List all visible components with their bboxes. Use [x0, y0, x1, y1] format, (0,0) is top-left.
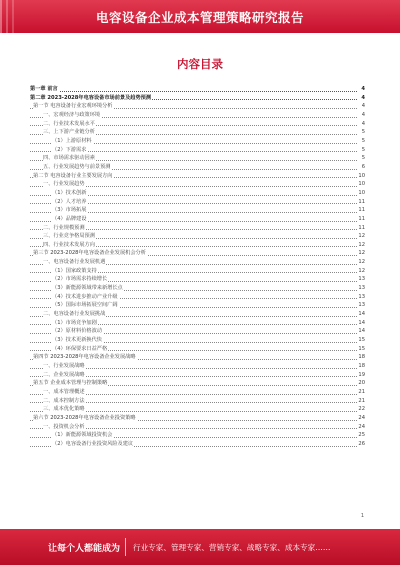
toc-entry-text: 第四节 2023-2028年电容设备企业发展战略 — [33, 354, 136, 361]
toc-entry-page: 22 — [358, 406, 365, 413]
footer-divider — [125, 538, 126, 556]
toc-entry-text: （4）环保要求日益严格 — [52, 345, 108, 352]
toc-entry-text: 第六节 2023-2028年电容设备企业投资策略 — [33, 414, 136, 421]
toc-entry-text: 二、行业技术发展水平 — [43, 120, 95, 127]
toc-entry-text: 第二章 2023-2028年电容设备市场前景及趋势预测 — [30, 94, 152, 101]
toc-entry[interactable] — [30, 371, 365, 380]
toc-entry-page: 5 — [361, 137, 365, 144]
toc-entry[interactable] — [30, 94, 365, 103]
toc-entry-page: 4 — [361, 111, 365, 118]
toc-entry-page: 19 — [358, 371, 365, 378]
toc-entry-page: 6 — [361, 163, 365, 170]
toc-entry-page: 14 — [358, 328, 365, 335]
toc-entry[interactable] — [30, 319, 365, 328]
toc-entry-page: 11 — [358, 207, 365, 214]
toc-entry[interactable] — [30, 163, 365, 172]
toc-entry[interactable] — [30, 189, 365, 198]
toc-entry[interactable] — [30, 102, 365, 111]
toc-entry-page: 24 — [358, 414, 365, 421]
toc-entry[interactable] — [30, 379, 365, 388]
footer-services: 行业专家、管理专家、营销专家、战略专家、成本专家…… — [133, 543, 331, 552]
toc-entry-page: 15 — [358, 337, 365, 344]
toc-entry-page: 5 — [361, 129, 365, 136]
toc-entry-text: 一、宏观经济与政策环境 — [43, 111, 101, 118]
toc-entry[interactable] — [30, 284, 365, 293]
toc-entry[interactable] — [30, 345, 365, 354]
toc-entry-text: （2）电容设备行业投资风险及建议 — [52, 440, 134, 447]
toc-entry-page: 14 — [358, 319, 365, 326]
footer-banner — [0, 529, 400, 565]
toc-entry[interactable] — [30, 362, 365, 371]
toc-entry-text: （3）技术更新换代快 — [52, 337, 102, 344]
toc-entry[interactable] — [30, 293, 365, 302]
toc-entry[interactable] — [30, 137, 365, 146]
toc-entry[interactable] — [30, 146, 365, 155]
toc-entry-page: 10 — [358, 189, 365, 196]
toc-entry-page: 12 — [358, 241, 365, 248]
toc-entry[interactable] — [30, 215, 365, 224]
toc-entry-page: 4 — [361, 103, 365, 110]
toc-entry-text: （5）国际市场拓展空间广阔 — [52, 302, 118, 309]
toc-entry[interactable] — [30, 440, 365, 449]
toc-entry[interactable] — [30, 301, 365, 310]
toc-entry[interactable] — [30, 232, 365, 241]
toc-entry-text: 二、企业发展战略 — [43, 371, 85, 378]
toc-entry-text: 第五节 企业成本管理与控制策略 — [33, 380, 108, 387]
toc-entry[interactable] — [30, 405, 365, 414]
toc-entry-page: 10 — [358, 181, 365, 188]
toc-entry[interactable] — [30, 327, 365, 336]
toc-entry-page: 14 — [358, 311, 365, 318]
toc-entry-page: 12 — [358, 233, 365, 240]
toc-entry-page: 5 — [361, 146, 365, 153]
toc-entry[interactable] — [30, 431, 365, 440]
toc-entry-text: 二、电容设备行业发展挑战 — [43, 311, 106, 318]
toc-entry-page: 12 — [358, 250, 365, 257]
toc-entry-text: （1）上游原材料 — [52, 137, 92, 144]
toc-entry-text: 一、行业发展战略 — [43, 363, 85, 369]
toc-entry[interactable] — [30, 128, 365, 137]
toc-entry-text: （2）人才培养 — [52, 198, 87, 205]
report-header — [0, 0, 400, 33]
toc-entry[interactable] — [30, 267, 365, 276]
toc-entry-text: 五、行业发展趋势与前景预测 — [43, 163, 111, 170]
toc-entry-text: 第二节 电容设备行业主要发展方向 — [33, 172, 113, 179]
toc-entry-page: 18 — [358, 354, 365, 361]
toc-entry-text: 一、投资机会分析 — [43, 423, 85, 430]
toc-entry-text: 二、成本控制方法 — [43, 397, 85, 404]
toc-entry-text: （4）技术进步推动产业升级 — [52, 293, 118, 300]
toc-entry[interactable] — [30, 224, 365, 233]
table-of-contents — [30, 85, 365, 449]
toc-entry-text: （1）新能源领域投资机会 — [52, 432, 113, 439]
toc-entry-page: 13 — [358, 302, 365, 309]
toc-entry-page: 13 — [358, 293, 365, 300]
toc-entry-page: 4 — [361, 86, 365, 92]
toc-entry-page: 5 — [361, 155, 365, 162]
toc-entry[interactable] — [30, 198, 365, 207]
toc-leader-dots — [30, 91, 357, 92]
toc-entry[interactable] — [30, 120, 365, 129]
toc-entry[interactable] — [30, 353, 365, 362]
toc-entry-text: 三、上下游产业链分析 — [43, 129, 95, 136]
toc-entry[interactable] — [30, 258, 365, 267]
toc-entry-text: 四、行业技术发展方向 — [43, 241, 95, 248]
toc-entry-page: 13 — [358, 276, 365, 283]
toc-entry-page: 20 — [358, 380, 365, 387]
toc-entry-text: 一、成本管理概述 — [43, 388, 85, 395]
toc-entry-page: 21 — [358, 397, 365, 404]
toc-entry-text: （3）新能源领域带来新增长点 — [52, 285, 123, 292]
toc-entry[interactable] — [30, 85, 365, 94]
toc-entry-text: 三、成本优化策略 — [43, 406, 85, 413]
toc-entry[interactable] — [30, 275, 365, 284]
toc-entry-text: 一、行业发展趋势 — [43, 181, 85, 188]
toc-entry[interactable] — [30, 154, 365, 163]
toc-entry-page: 10 — [358, 172, 365, 179]
toc-entry-text: （1）国家政策支持 — [52, 267, 97, 274]
report-title: 电容设备企业成本管理策略研究报告 — [95, 10, 304, 25]
toc-entry-text: 一、电容设备行业发展机遇 — [43, 259, 106, 266]
toc-entry[interactable] — [30, 423, 365, 432]
toc-entry-text: 第三节 2023-2028年电容设备企业发展机会分析 — [33, 250, 146, 257]
toc-entry[interactable] — [30, 310, 365, 319]
toc-entry-page: 11 — [358, 198, 365, 205]
toc-entry-text: （2）下游需求 — [52, 146, 87, 153]
toc-entry-page: 11 — [358, 215, 365, 222]
toc-entry[interactable] — [30, 241, 365, 250]
toc-entry-page: 12 — [358, 267, 365, 274]
footer-slogan: 让每个人都能成为 — [48, 544, 121, 554]
toc-entry-text: （1）技术创新 — [52, 189, 87, 196]
toc-entry[interactable] — [30, 180, 365, 189]
toc-entry-text: 第一节 电容设备行业宏观环境分析 — [33, 103, 113, 110]
toc-entry[interactable] — [30, 336, 365, 345]
toc-entry-text: （2）市场需求持续增长 — [52, 276, 108, 283]
toc-entry[interactable] — [30, 397, 365, 406]
toc-entry[interactable] — [30, 388, 365, 397]
toc-entry-text: （4）品牌建设 — [52, 215, 87, 222]
toc-entry-page: 13 — [358, 285, 365, 292]
page-number: 1 — [360, 513, 364, 519]
toc-entry-page: 25 — [358, 432, 365, 439]
toc-entry-page: 11 — [358, 224, 365, 231]
toc-entry[interactable] — [30, 414, 365, 423]
toc-entry-text: （1）市场竞争加剧 — [52, 319, 97, 326]
toc-entry-text: 四、市场需求驱动因素 — [43, 155, 95, 162]
toc-entry-page: 24 — [358, 423, 365, 430]
toc-entry[interactable] — [30, 249, 365, 258]
toc-entry-page: 15 — [358, 345, 365, 352]
toc-title: 内容目录 — [177, 57, 223, 71]
toc-entry[interactable] — [30, 111, 365, 120]
toc-entry-text: 二、行业规模预测 — [43, 224, 85, 231]
toc-entry-text: （3）市场拓展 — [52, 207, 87, 214]
toc-entry[interactable] — [30, 172, 365, 181]
toc-entry-text: 三、行业竞争格局预测 — [43, 233, 95, 240]
toc-entry-page: 18 — [358, 363, 365, 369]
toc-entry-page: 26 — [358, 440, 365, 447]
toc-entry-page: 4 — [361, 120, 365, 127]
toc-entry-text: 第一章 前言 — [30, 86, 58, 92]
toc-entry-page: 21 — [358, 388, 365, 395]
toc-entry[interactable] — [30, 206, 365, 215]
toc-entry-page: 4 — [361, 94, 365, 101]
toc-entry-page: 12 — [358, 259, 365, 266]
toc-entry-text: （2）原材料价格波动 — [52, 328, 102, 335]
